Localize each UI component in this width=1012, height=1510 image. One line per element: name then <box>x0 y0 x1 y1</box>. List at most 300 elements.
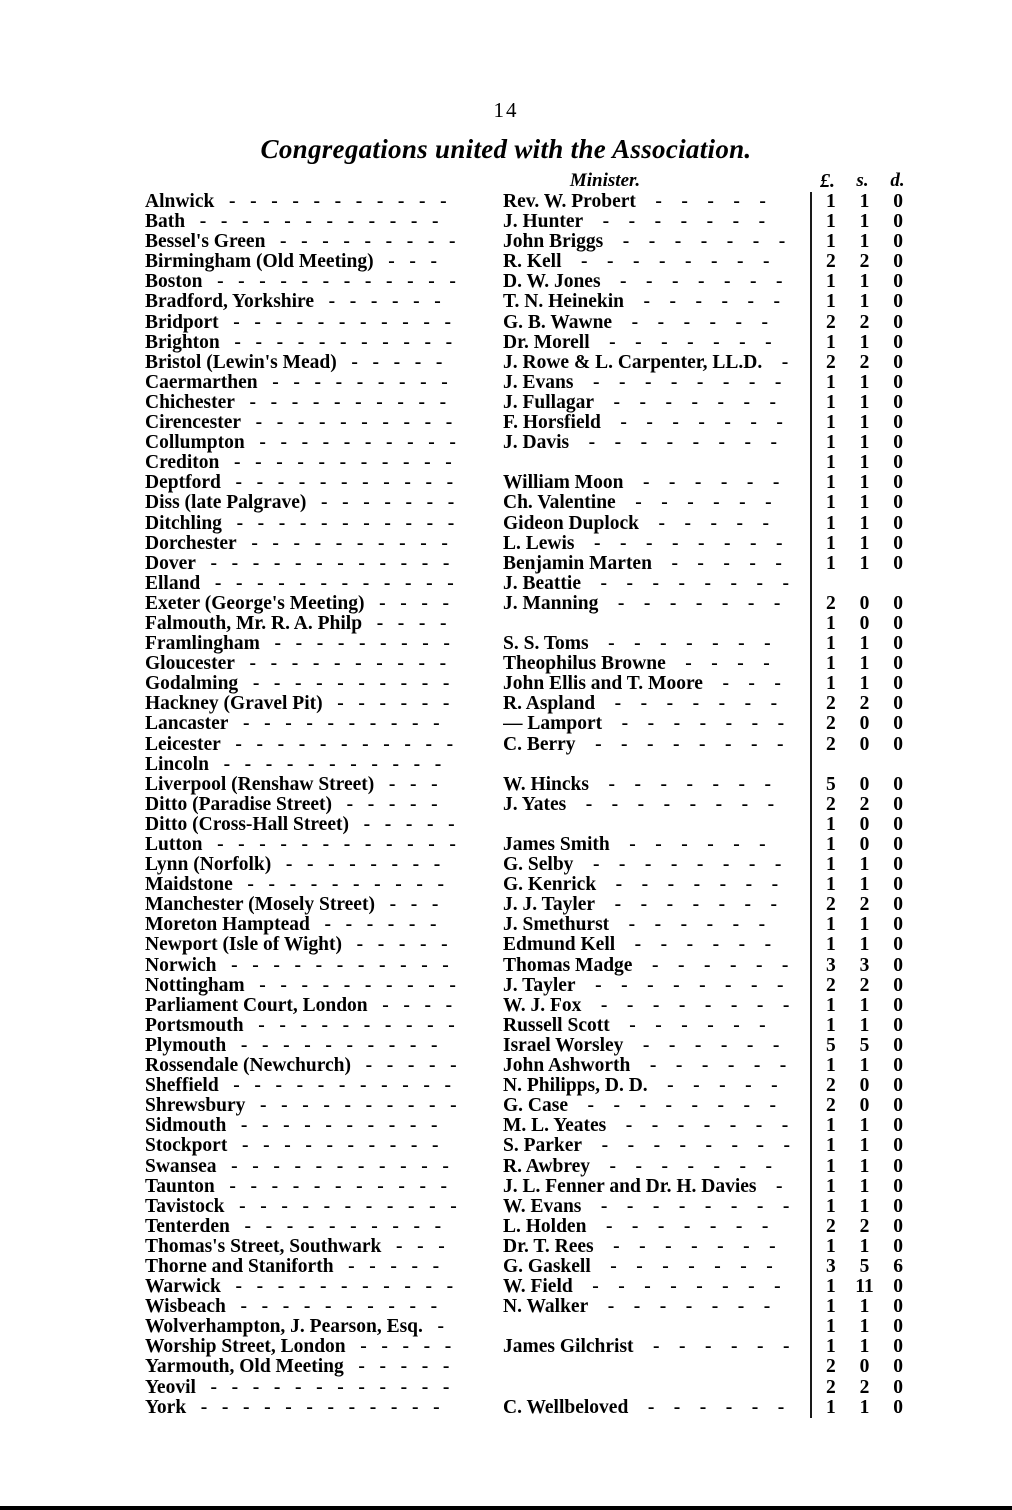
table-row <box>145 594 915 614</box>
congregation-name-cell <box>145 413 467 433</box>
leader-dots: - - - <box>373 252 437 273</box>
leader-dots: - - - - - - - - <box>582 1136 791 1157</box>
congregation-name: Shrewsbury <box>145 1096 246 1117</box>
congregation-name: Leicester <box>145 734 221 755</box>
leader-dots: - - - - - - - - - <box>265 232 456 253</box>
minister-name: John Briggs <box>503 232 604 253</box>
subscription-amount-cell <box>814 493 915 513</box>
amount-pence: 0 <box>893 1195 904 1217</box>
table-row <box>145 755 915 775</box>
congregation-name: Cirencester <box>145 413 242 434</box>
subscription-amount-cell <box>814 373 915 393</box>
amount-shillings: 1 <box>859 291 870 313</box>
amount-pence: 0 <box>893 1075 904 1097</box>
congregation-name: Ditto (Paradise Street) <box>145 794 332 815</box>
amount-shillings: 11 <box>855 1276 874 1298</box>
subscription-amount-cell <box>814 1357 915 1377</box>
amount-pounds: 1 <box>825 813 836 835</box>
subscription-amount-cell <box>814 232 915 252</box>
congregation-name-cell <box>145 835 467 855</box>
amount-pence: 0 <box>893 231 904 253</box>
leader-dots: - - - - - - - - - - - <box>224 1196 457 1217</box>
minister-name-cell <box>503 795 803 815</box>
amount-pounds: 1 <box>825 231 836 253</box>
congregation-name-cell <box>145 1237 467 1257</box>
table-row <box>145 292 915 312</box>
subscription-amount-cell <box>814 895 915 915</box>
minister-name-cell <box>503 594 803 614</box>
congregation-name: Deptford <box>145 473 221 494</box>
table-row <box>145 1016 915 1036</box>
leader-dots: - - - <box>374 895 439 916</box>
leader-dots: - - - - - - - - - - - <box>216 955 449 976</box>
amount-shillings: 1 <box>859 191 870 212</box>
table-row <box>145 634 915 654</box>
table-row <box>145 895 915 915</box>
leader-dots: - - - - - - <box>314 292 441 313</box>
table-row <box>145 313 915 333</box>
leader-dots: - - - - - - - - - - <box>232 875 444 896</box>
amount-shillings: 1 <box>859 211 870 233</box>
congregation-name: Newport (Isle of Wight) <box>145 935 342 956</box>
amount-pounds: 1 <box>825 914 836 936</box>
subscription-amount-cell <box>814 1297 915 1317</box>
amount-shillings: 0 <box>859 773 870 795</box>
leader-dots: - - - - - <box>647 1076 778 1097</box>
leader-dots: - - - - - - - - <box>581 995 790 1016</box>
amount-shillings: 1 <box>859 934 870 956</box>
congregation-name: Maidstone <box>145 875 233 896</box>
congregation-name: Rossendale (Newchurch) <box>145 1056 352 1077</box>
column-header-minister: Minister. <box>569 170 641 191</box>
minister-name-cell <box>503 1076 803 1096</box>
amount-pounds: 1 <box>825 412 836 434</box>
leader-dots: - - - - - - <box>633 1337 790 1358</box>
leader-dots: - - - - - - - - - - <box>244 433 456 454</box>
congregation-name-cell <box>145 1157 467 1177</box>
amount-shillings: 5 <box>859 1034 870 1056</box>
congregation-name-cell <box>145 353 467 373</box>
subscription-amount-cell <box>814 393 915 413</box>
amount-pounds: 1 <box>825 271 836 293</box>
amount-pence: 0 <box>893 191 904 212</box>
amount-shillings: 1 <box>859 1115 870 1137</box>
table-row <box>145 976 915 996</box>
amount-pence: 0 <box>893 1034 904 1056</box>
amount-pounds: 1 <box>825 211 836 233</box>
leader-dots: - - - - - - - - - - - <box>219 332 453 353</box>
congregation-name-cell <box>145 1136 467 1156</box>
amount-pence: 0 <box>893 492 904 514</box>
leader-dots: - - - - - - - - - - <box>226 1035 438 1056</box>
minister-name: Benjamin Marten <box>503 553 652 574</box>
amount-pence: 0 <box>893 713 904 735</box>
subscription-amount-cell <box>814 554 915 574</box>
congregation-name-cell <box>145 654 467 674</box>
amount-pounds: 1 <box>825 1014 836 1036</box>
leader-dots: - - - - - - - - - - - <box>208 754 442 775</box>
congregation-name: Thorne and Staniforth <box>145 1256 334 1277</box>
amount-pounds: 2 <box>825 1356 836 1378</box>
congregation-name-cell <box>145 373 467 393</box>
amount-shillings: 1 <box>859 673 870 695</box>
amount-pence: 0 <box>893 351 904 373</box>
congregation-name: Stockport <box>145 1136 228 1157</box>
minister-name-cell <box>503 654 803 674</box>
amount-pounds: 1 <box>825 854 836 876</box>
leader-dots: - - - - - - - <box>600 413 783 434</box>
minister-name: J. Davis <box>503 433 570 454</box>
leader-dots: - - - - - - - - - <box>257 372 448 393</box>
congregation-name-cell <box>145 1337 467 1357</box>
amount-pence: 0 <box>893 733 904 755</box>
amount-pounds: 2 <box>825 351 836 373</box>
minister-name: John Ellis and T. Moore <box>503 674 703 695</box>
congregation-name-cell <box>145 393 467 413</box>
subscription-amount-cell <box>814 1317 915 1337</box>
leader-dots: - - - - - - <box>609 1015 766 1036</box>
congregation-name-cell <box>145 1378 467 1398</box>
minister-name-cell <box>503 1257 803 1277</box>
minister-name-cell <box>503 212 803 232</box>
congregation-name: Wolverhampton, J. Pearson, Esq. <box>145 1317 423 1338</box>
minister-name: J. Rowe & L. Carpenter, LL.D. <box>503 352 763 373</box>
amount-pounds: 2 <box>825 1075 836 1097</box>
amount-pence: 0 <box>893 432 904 454</box>
amount-pounds: 1 <box>825 391 836 413</box>
minister-name-cell <box>503 1217 803 1237</box>
amount-shillings: 1 <box>859 472 870 494</box>
amount-pounds: 1 <box>825 1336 836 1358</box>
leader-dots: - <box>422 1317 445 1338</box>
table-header-row <box>145 170 915 192</box>
table-row <box>145 1136 915 1156</box>
subscription-amount-cell <box>814 252 915 272</box>
congregation-name-cell <box>145 895 467 915</box>
minister-name-cell <box>503 1277 803 1297</box>
leader-dots: - - - - - - - - - - <box>227 1136 439 1157</box>
table-row <box>145 1036 915 1056</box>
congregation-name-cell <box>145 1016 467 1036</box>
amount-pounds: 1 <box>825 331 836 353</box>
leader-dots: - - - - - - - - - - <box>244 975 456 996</box>
congregation-name: Birmingham (Old Meeting) <box>145 252 374 273</box>
leader-dots: - - - - - - - - <box>574 533 783 554</box>
minister-name: R. Awbrey <box>503 1156 591 1177</box>
amount-shillings: 1 <box>859 512 870 534</box>
table-row <box>145 1237 915 1257</box>
amount-pounds: 2 <box>825 693 836 715</box>
subscription-amount-cell <box>814 694 915 714</box>
minister-name-cell <box>503 252 803 272</box>
minister-name-cell <box>503 373 803 393</box>
amount-pence: 6 <box>893 1255 904 1277</box>
leader-dots: - - - - - - - <box>596 875 779 896</box>
leader-dots: - - - - - - - <box>603 232 786 253</box>
leader-dots: - - - - - - - - <box>569 433 778 454</box>
leader-dots: - - - - - <box>341 935 448 956</box>
leader-dots: - - - - - <box>635 192 766 212</box>
minister-name: J. Evans <box>503 372 574 393</box>
amount-pounds: 1 <box>825 1316 836 1338</box>
amount-pounds: 1 <box>825 472 836 494</box>
amount-pounds: 1 <box>825 673 836 695</box>
leader-dots: - - - - - - - <box>586 1216 769 1237</box>
amount-pence: 0 <box>893 1175 904 1197</box>
congregation-name-cell <box>145 694 467 714</box>
leader-dots: - - - - - - - - - - <box>229 1216 442 1237</box>
amount-pounds: 1 <box>825 994 836 1016</box>
table-row <box>145 453 915 473</box>
congregation-name-cell <box>145 976 467 996</box>
congregation-name-cell <box>145 433 467 453</box>
amount-shillings: 0 <box>859 1356 870 1378</box>
minister-name: J. Beattie <box>503 573 581 594</box>
congregation-name-cell <box>145 1297 467 1317</box>
leader-dots: - - - - - - - - - - - <box>220 473 454 494</box>
amount-shillings: 1 <box>859 1055 870 1077</box>
congregation-name-cell <box>145 1357 467 1377</box>
amount-pence: 0 <box>893 271 904 293</box>
leader-dots: - - - - - - - <box>589 332 772 353</box>
column-header-shillings: s. <box>856 170 869 191</box>
congregation-name-cell <box>145 292 467 312</box>
amount-pounds: 1 <box>825 612 836 634</box>
amount-shillings: 1 <box>859 1235 870 1257</box>
amount-pence: 0 <box>893 1296 904 1318</box>
minister-name: — Lamport <box>503 714 603 735</box>
table-row <box>145 1157 915 1177</box>
amount-pounds: 1 <box>825 512 836 534</box>
table-row <box>145 1257 915 1277</box>
table-row <box>145 775 915 795</box>
minister-name-cell <box>503 353 803 373</box>
congregation-name: Tenterden <box>145 1216 230 1237</box>
table-row <box>145 373 915 393</box>
congregation-name-cell <box>145 1036 467 1056</box>
subscription-amount-cell <box>814 1237 915 1257</box>
amount-pence: 0 <box>893 532 904 554</box>
amount-pence: 0 <box>893 391 904 413</box>
table-row <box>145 714 915 734</box>
leader-dots: - - - - - - - <box>588 634 771 655</box>
minister-name-cell <box>503 875 803 895</box>
amount-pence: 0 <box>893 211 904 233</box>
congregation-name-cell <box>145 935 467 955</box>
congregation-name: Taunton <box>145 1176 215 1197</box>
amount-pounds: 2 <box>825 793 836 815</box>
amount-pence: 0 <box>893 331 904 353</box>
minister-name-cell <box>503 554 803 574</box>
amount-shillings: 2 <box>859 793 870 815</box>
congregation-name-cell <box>145 956 467 976</box>
table-row <box>145 212 915 232</box>
congregation-name-cell <box>145 714 467 734</box>
congregation-name-cell <box>145 634 467 654</box>
amount-shillings: 1 <box>859 914 870 936</box>
amount-pounds: 2 <box>825 592 836 614</box>
minister-name-cell <box>503 996 803 1016</box>
table-row <box>145 433 915 453</box>
leader-dots: - - - - - - - - - - - <box>218 1076 451 1097</box>
subscription-amount-cell <box>814 935 915 955</box>
congregation-name-cell <box>145 1096 467 1116</box>
table-row <box>145 473 915 493</box>
amount-pence: 0 <box>893 251 904 273</box>
subscription-amount-cell <box>814 1177 915 1197</box>
leader-dots: - - - - - - - <box>602 714 785 735</box>
amount-pounds: 1 <box>825 1396 836 1418</box>
congregation-name-cell <box>145 1257 467 1277</box>
leader-dots: - - - - - <box>343 1357 450 1378</box>
table-row <box>145 855 915 875</box>
leader-dots: - - - - - - - - <box>271 855 441 876</box>
minister-name: Gideon Duplock <box>503 513 639 534</box>
amount-pence: 0 <box>893 1135 904 1157</box>
table-row <box>145 1116 915 1136</box>
leader-dots: - - - - - - - <box>306 493 455 514</box>
minister-name-cell <box>503 775 803 795</box>
table-row <box>145 694 915 714</box>
amount-shillings: 0 <box>859 713 870 735</box>
table-row <box>145 875 915 895</box>
congregation-name-cell <box>145 453 467 473</box>
leader-dots: - - - - - - - <box>590 1156 772 1177</box>
subscription-amount-cell <box>814 353 915 373</box>
amount-pence: 0 <box>893 653 904 675</box>
minister-name: C. Berry <box>503 734 576 755</box>
minister-name-cell <box>503 272 803 292</box>
amount-pence: 0 <box>893 1316 904 1338</box>
minister-name-cell <box>503 1177 803 1197</box>
congregation-name: Tavistock <box>145 1196 225 1217</box>
subscription-amount-cell <box>814 1096 915 1116</box>
amount-pence: 0 <box>893 854 904 876</box>
leader-dots: - - - - - - - <box>593 1236 776 1257</box>
minister-name-cell <box>503 192 803 212</box>
table-row <box>145 996 915 1016</box>
congregation-name-cell <box>145 1277 467 1297</box>
amount-shillings: 2 <box>859 1215 870 1237</box>
leader-dots: - - - - - <box>639 513 769 534</box>
leader-dots: - - - - - - - <box>588 1297 771 1318</box>
amount-pounds: 5 <box>825 773 836 795</box>
amount-shillings: 0 <box>859 612 870 634</box>
congregation-name: Caermarthen <box>145 372 258 393</box>
leader-dots: - - - - - - - - - - - - <box>195 1377 450 1398</box>
leader-dots: - - - - - - - <box>583 212 766 233</box>
minister-name: G. Gaskell <box>503 1256 591 1277</box>
amount-pence: 0 <box>893 633 904 655</box>
subscription-amount-cell <box>814 614 915 634</box>
leader-dots: - - - - - - - <box>600 272 783 293</box>
minister-name: D. W. Jones <box>503 272 601 293</box>
leader-dots: - - - <box>374 774 438 795</box>
subscription-amount-cell <box>814 272 915 292</box>
congregation-name: Framlingham <box>145 634 260 655</box>
table-row <box>145 915 915 935</box>
leader-dots: - - - - - - - - - - - - <box>202 272 456 293</box>
minister-name-cell <box>503 333 803 353</box>
leader-dots: - - - - - - - - - - - <box>221 513 455 534</box>
leader-dots: - - - - - - <box>615 493 772 514</box>
leader-dots: - - - - - - - - - <box>259 634 450 655</box>
table-row <box>145 835 915 855</box>
leader-dots: - - - - - - - - - - <box>243 1015 455 1036</box>
table-row <box>145 935 915 955</box>
congregation-name-cell <box>145 232 467 252</box>
subscription-amount-cell <box>814 514 915 534</box>
leader-dots: - - - - - - - <box>588 774 771 795</box>
congregation-name: Yarmouth, Old Meeting <box>145 1357 344 1378</box>
table-row <box>145 1217 915 1237</box>
amount-shillings: 0 <box>859 733 870 755</box>
congregation-name: Bradford, Yorkshire <box>145 292 315 313</box>
minister-name-cell <box>503 473 803 493</box>
amount-pounds: 1 <box>825 834 836 855</box>
minister-name: C. Wellbeloved <box>503 1397 629 1418</box>
minister-name-cell <box>503 493 803 513</box>
congregation-name: Alnwick <box>145 192 215 212</box>
congregation-name: Norwich <box>145 955 217 976</box>
leader-dots: - - - - - - - <box>594 392 776 413</box>
congregation-name-cell <box>145 1056 467 1076</box>
minister-name: J. Hunter <box>503 212 584 233</box>
leader-dots: - - - - - - - - - - - - <box>186 1397 440 1418</box>
amount-shillings: 2 <box>859 351 870 373</box>
amount-pounds: 1 <box>825 1055 836 1077</box>
leader-dots: - - - - - - <box>609 835 766 855</box>
congregation-name: Wisbeach <box>145 1297 226 1318</box>
subscription-amount-cell <box>814 313 915 333</box>
table-row <box>145 735 915 755</box>
congregation-name-cell <box>145 594 467 614</box>
congregation-name-cell <box>145 855 467 875</box>
amount-pence: 0 <box>893 472 904 494</box>
table-row <box>145 252 915 272</box>
leader-dots: - - - - - - - - - - <box>234 654 447 675</box>
table-row <box>145 815 915 835</box>
leader-dots: - - - - - - <box>322 694 450 715</box>
minister-name-cell <box>503 1337 803 1357</box>
amount-pounds: 2 <box>825 1215 836 1237</box>
amount-pounds: 1 <box>825 874 836 896</box>
congregation-name: Ditto (Cross-Hall Street) <box>145 814 349 835</box>
amount-shillings: 2 <box>859 311 870 333</box>
leader-dots: - - - - - - - - - - <box>225 1297 438 1318</box>
table-row <box>145 1337 915 1357</box>
amount-pounds: 1 <box>825 1115 836 1137</box>
leader-dots: - - - - - - - - <box>575 734 784 755</box>
amount-pounds: 1 <box>825 552 836 574</box>
congregation-name: Yeovil <box>145 1377 196 1398</box>
congregation-name: Sheffield <box>145 1076 219 1097</box>
amount-pounds: 1 <box>825 371 836 393</box>
congregation-name: Sidmouth <box>145 1116 227 1137</box>
congregation-name: Plymouth <box>145 1035 227 1056</box>
minister-name-cell <box>503 1056 803 1076</box>
congregation-name: Thomas's Street, Southwark <box>145 1236 382 1257</box>
leader-dots: - - - - - - <box>628 1397 785 1418</box>
subscription-amount-cell <box>814 915 915 935</box>
leader-dots: - - - - - - - - - - <box>238 674 450 695</box>
minister-name: T. N. Heinekin <box>503 292 624 313</box>
leader-dots: - - - - - - - - <box>580 573 789 594</box>
amount-pence: 0 <box>893 693 904 715</box>
congregation-name-cell <box>145 1177 467 1197</box>
amount-pounds: 1 <box>825 191 836 212</box>
amount-pence: 0 <box>893 874 904 896</box>
